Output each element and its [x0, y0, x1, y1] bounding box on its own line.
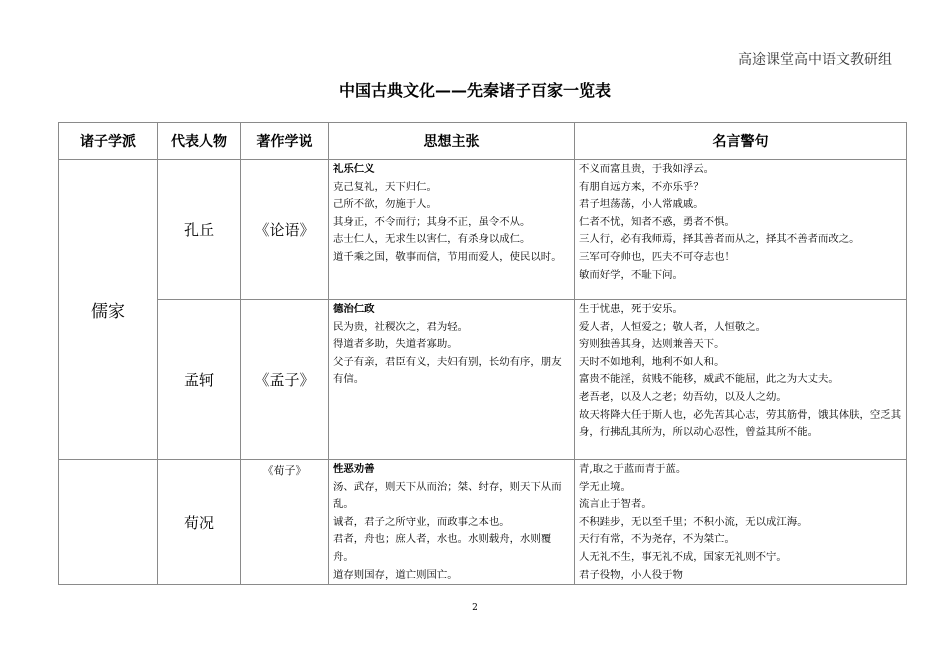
col-book: 著作学说 — [241, 123, 329, 160]
quote-line: 老吾老，以及人之老；幼吾幼，以及人之幼。 — [579, 390, 787, 403]
idea-line: 诚者，君子之所守业，而政事之本也。 — [333, 515, 510, 528]
doc-title: 中国古典文化——先秦诸子百家一览表 — [338, 81, 611, 100]
idea-line: 道存则国存，道亡则国亡。 — [333, 568, 458, 581]
quote-line: 三人行，必有我师焉，择其善者而从之，择其不善者而改之。 — [579, 233, 860, 246]
book-title: 《孟子》 — [254, 371, 315, 389]
person-cell — [158, 300, 241, 460]
book-title: 《荀子》 — [262, 464, 307, 477]
quote-line: 三军可夺帅也，匹夫不可夺志也！ — [579, 250, 735, 263]
idea-line: 己所不欲，勿施于人。 — [333, 198, 437, 211]
idea-heading: 德治仁政 — [333, 303, 375, 315]
quote-line: 敏而好学，不耻下问。 — [579, 268, 683, 281]
table-header-row — [59, 123, 907, 160]
quote-line: 爱人者，人恒爱之；敬人者，人恒敬之。 — [579, 320, 767, 333]
school-cell — [59, 160, 158, 460]
quote-line: 有朋自远方来，不亦乐乎？ — [579, 180, 704, 193]
col-school: 诸子学派 — [59, 123, 158, 160]
person-name: 荀况 — [183, 513, 214, 532]
quotes-cell — [575, 300, 907, 460]
table-row — [59, 160, 907, 300]
idea-line: 民为贵，社稷次之，君为轻。 — [333, 320, 469, 333]
idea-line: 道千乘之国，敬事而信，节用而爱人，使民以时。 — [333, 250, 562, 263]
col-person: 代表人物 — [158, 123, 241, 160]
book-cell — [241, 300, 329, 460]
ideas-cell — [329, 460, 575, 585]
quote-line: 人无礼不生，事无礼不成，国家无礼则不宁。 — [579, 550, 787, 563]
ideas-cell — [329, 300, 575, 460]
table-row — [59, 460, 907, 585]
quote-line: 仁者不忧，知者不惑，勇者不惧。 — [579, 215, 735, 228]
quote-line: 富贵不能淫，贫贱不能移，威武不能屈，此之为大丈夫。 — [579, 373, 839, 386]
idea-line: 志士仁人，无求生以害仁，有杀身以成仁。 — [333, 233, 531, 246]
book-title: 《论语》 — [254, 221, 315, 239]
idea-line: 克己复礼，天下归仁。 — [333, 180, 437, 193]
person-name: 孔丘 — [183, 221, 214, 239]
book-cell — [241, 460, 329, 585]
header-org: 高途课堂高中语文教研组 — [738, 52, 892, 68]
quote-line: 君子坦荡荡，小人常戚戚。 — [579, 198, 704, 211]
quotes-cell — [575, 160, 907, 300]
quote-line: 故天将降大任于斯人也，必先苦其心志，劳其筋骨，饿其体肤，空乏其身，行拂乱其所为，所以动心忍性，曾益其所不能。 — [579, 408, 902, 439]
philosophy-table — [58, 122, 907, 585]
quotes-cell — [575, 460, 907, 585]
quote-line: 流言止于智者。 — [579, 498, 652, 511]
idea-heading: 性恶劝善 — [333, 463, 375, 475]
quote-line: 天行有常，不为尧存，不为桀亡。 — [579, 533, 735, 546]
quote-line: 穷则独善其身，达则兼善天下。 — [579, 338, 725, 351]
quote-line: 不义而富且贵，于我如浮云。 — [579, 163, 715, 175]
quote-line: 君子役物，小人役于物 — [579, 568, 683, 581]
quote-line: 天时不如地利，地利不如人和。 — [579, 355, 725, 368]
idea-line: 得道者多助，失道者寡助。 — [333, 338, 458, 351]
school-name: 儒家 — [91, 302, 125, 322]
quote-line: 学无止境。 — [579, 480, 631, 493]
col-ideas: 思想主张 — [329, 123, 575, 160]
quote-line: 生于忧患，死于安乐。 — [579, 303, 683, 315]
person-name: 孟轲 — [183, 371, 214, 389]
idea-line: 汤、武存，则天下从而治；桀、纣存，则天下从而乱。 — [333, 480, 562, 511]
ideas-cell — [329, 160, 575, 300]
quote-line: 青,取之于蓝而青于蓝。 — [579, 463, 687, 475]
quote-line: 不积跬步，无以至千里；不积小流，无以成江海。 — [579, 515, 808, 528]
idea-line: 君者，舟也；庶人者，水也。水则载舟，水则覆舟。 — [333, 533, 552, 563]
page-number: 2 — [472, 603, 478, 613]
table-row — [59, 300, 907, 460]
idea-heading: 礼乐仁义 — [333, 163, 375, 175]
book-cell — [241, 160, 329, 300]
idea-line: 其身正，不令而行；其身不正，虽令不从。 — [333, 215, 531, 228]
person-cell — [158, 460, 241, 585]
idea-line: 父子有亲，君臣有义，夫妇有别，长幼有序，朋友有信。 — [333, 355, 562, 386]
school-cell-empty — [59, 460, 158, 585]
person-cell — [158, 160, 241, 300]
col-quotes: 名言警句 — [575, 123, 907, 160]
